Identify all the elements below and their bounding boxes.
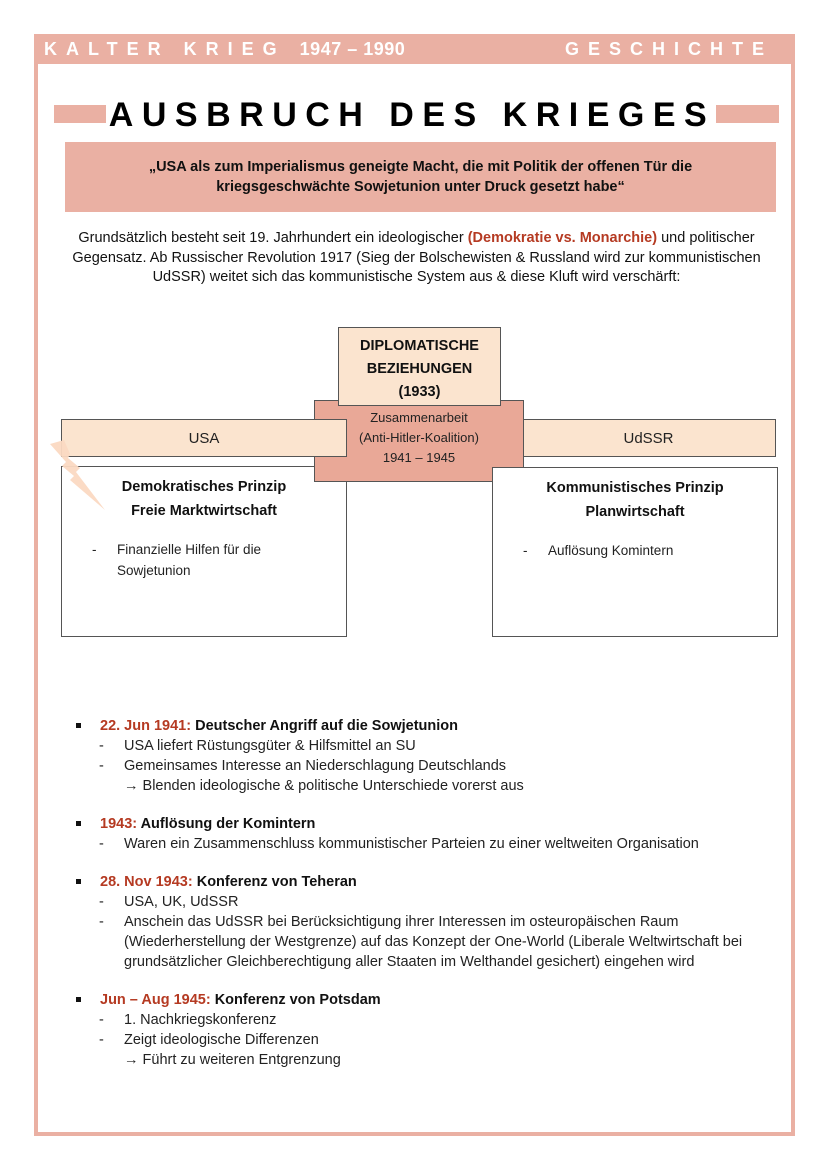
usa-points-list (62, 539, 346, 581)
event-detail: - Zeigt ideologische Differenzen (124, 1030, 773, 1050)
header-bar (34, 34, 795, 64)
event-detail: - Anschein das UdSSR bei Berücksichtigung ihrer Interessen im osteuropäischen Raum (Wiederherstellung der Westgrenze) auf das Konzept der One-World (Liberale Weltwirtschaft bei grundsätzlicher Gleichberechtigung aller Staaten im Welthandel gesichert) eingehen wird (124, 912, 773, 972)
udssr-detail-heading (493, 468, 777, 524)
page-title: AUSBRUCH DES KRIEGES (108, 96, 716, 134)
udssr-economy: Planwirtschaft (585, 504, 685, 520)
usa-principle: Demokratisches Prinzip (121, 479, 287, 495)
event-details (73, 834, 773, 854)
timeline-event (73, 990, 773, 1070)
header-course-name: KALTER KRIEG (44, 38, 300, 59)
intro-text-2: und politischer Gegensatz. Ab Russischer Revolution 1917 (Sieg der Bolschewisten & Russland wird zur kommunistischen UdSSR) weitet sich das kommunistische System aus & diese Kluft wird verschärft: (72, 230, 761, 285)
diplomatic-line-3: (1933) (398, 384, 441, 400)
event-date: 28. Nov 1943: (100, 874, 193, 890)
event-detail: - USA, UK, UdSSR (124, 892, 773, 912)
title-decoration-left (54, 105, 106, 123)
diplomatic-line-2: BEZIEHUNGEN (366, 361, 473, 377)
header-course-years: 1947 – 1990 (299, 38, 406, 59)
intro-paragraph (55, 229, 778, 288)
cooperation-line-1: Zusammenarbeit (370, 410, 468, 425)
cooperation-line-3: 1941 – 1945 (382, 450, 456, 465)
udssr-label-box (521, 419, 776, 457)
event-title: Auflösung der Komintern (137, 816, 316, 832)
quote-box (65, 142, 776, 212)
event-heading (73, 716, 773, 736)
event-heading (73, 814, 773, 834)
udssr-point: - Auflösung Komintern (493, 540, 777, 561)
quote-text: „USA als zum Imperialismus geneigte Macht, die mit Politik der offenen Tür die kriegsgeschwächte Sowjetunion unter Druck gesetzt habe“ (148, 159, 693, 195)
event-detail: - USA liefert Rüstungsgüter & Hilfsmittel an SU (124, 736, 773, 756)
intro-highlight: (Demokratie vs. Monarchie) (467, 230, 658, 246)
udssr-label: UdSSR (623, 429, 674, 447)
title-decoration-right (716, 105, 779, 123)
event-consequence: → Führt zu weiteren Entgrenzung (124, 1052, 341, 1068)
event-date: 22. Jun 1941: (100, 718, 192, 734)
event-detail: - 1. Nachkriegskonferenz (124, 1010, 773, 1030)
diplomatic-relations-box (338, 327, 501, 406)
event-heading (73, 990, 773, 1010)
cooperation-line-2: (Anti-Hitler-Koalition) (359, 430, 479, 445)
event-heading (73, 872, 773, 892)
timeline-event (73, 814, 773, 854)
header-course (44, 39, 405, 60)
diplomatic-line-1: DIPLOMATISCHE (360, 338, 479, 354)
event-details (73, 892, 773, 972)
event-detail: - Gemeinsames Interesse an Niederschlagung Deutschlands (124, 756, 773, 776)
timeline (73, 716, 773, 1088)
event-consequence: → Blenden ideologische & politische Unterschiede vorerst aus (124, 778, 524, 794)
usa-label: USA (188, 429, 220, 447)
event-details (73, 736, 773, 796)
timeline-event (73, 872, 773, 972)
event-title: Konferenz von Potsdam (210, 992, 381, 1008)
event-date: Jun – Aug 1945: (100, 992, 211, 1008)
lightning-bolt-icon (50, 440, 110, 515)
timeline-event (73, 716, 773, 796)
intro-text-1: Grundsätzlich besteht seit 19. Jahrhundert ein ideologischer (78, 230, 468, 246)
udssr-points-list (493, 540, 777, 561)
event-detail: - Waren ein Zusammenschluss kommunistischer Parteien zu einer weltweiten Organisation (124, 834, 773, 854)
usa-economy: Freie Marktwirtschaft (131, 503, 277, 519)
event-details (73, 1010, 773, 1070)
header-subject: GESCHICHTE (564, 38, 773, 59)
event-title: Konferenz von Teheran (192, 874, 357, 890)
usa-point: - Finanzielle Hilfen für die Sowjetunion (62, 539, 346, 581)
event-title: Deutscher Angriff auf die Sowjetunion (191, 718, 458, 734)
event-date: 1943: (100, 816, 138, 832)
udssr-principle: Kommunistisches Prinzip (546, 480, 724, 496)
udssr-detail-box (492, 467, 778, 637)
